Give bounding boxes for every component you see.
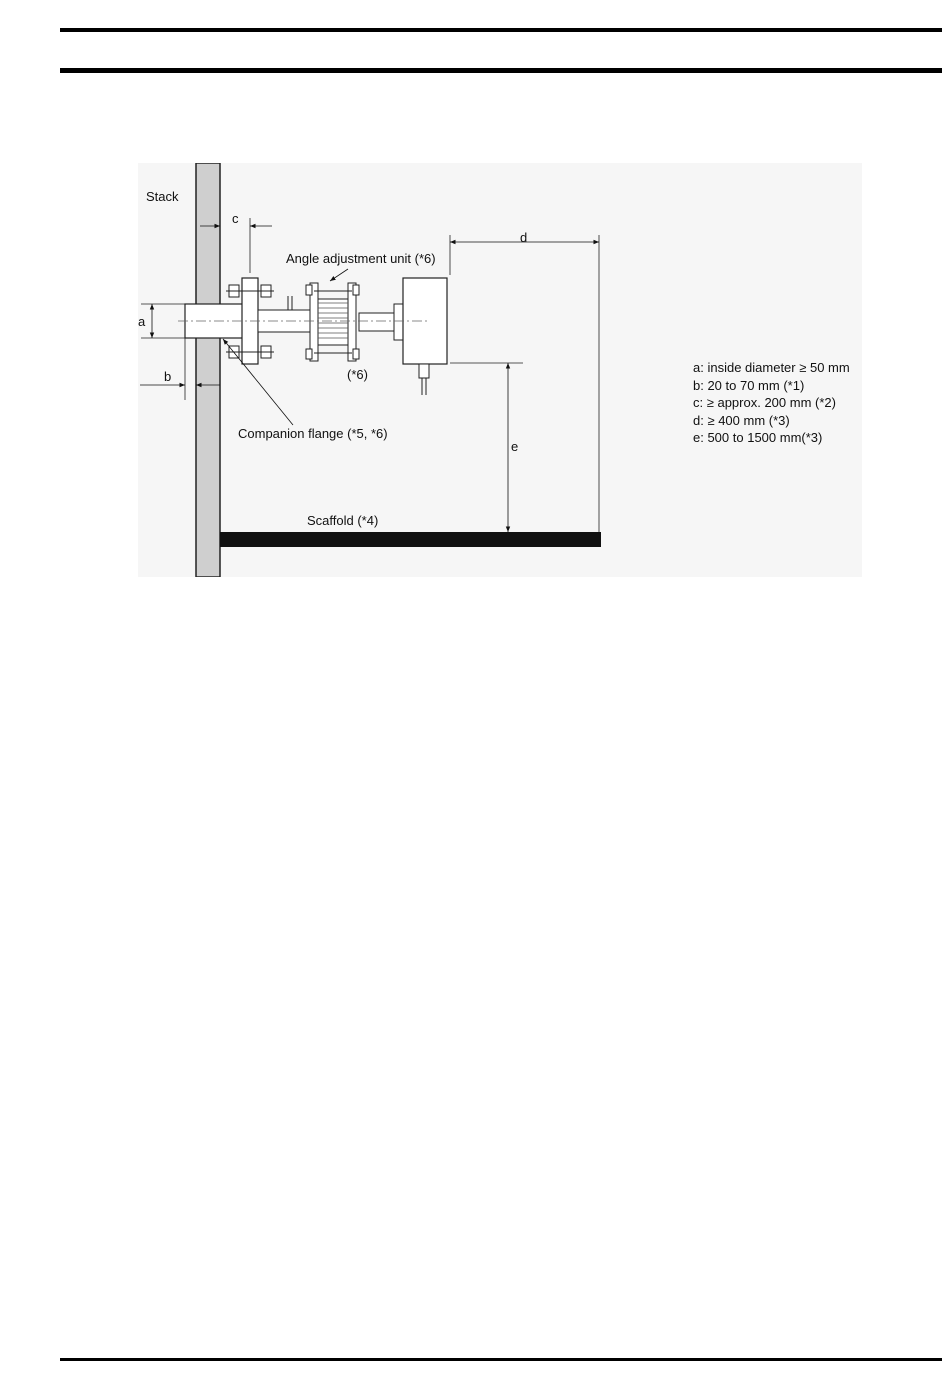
dimension-c-label: c (232, 211, 239, 226)
dimension-d-label: d (520, 230, 528, 245)
installation-diagram (138, 163, 862, 577)
legend-item-a: a: inside diameter ≥ 50 mm (693, 360, 850, 375)
stack-wall (196, 163, 220, 577)
stack-label: Stack (146, 189, 179, 204)
dimension-b-label: b (164, 369, 172, 384)
companion-flange-label: Companion flange (*5, *6) (238, 426, 388, 441)
dimension-e-label: e (511, 439, 519, 454)
angle-unit-label: Angle adjustment unit (*6) (286, 251, 436, 266)
legend-item-d: d: ≥ 400 mm (*3) (693, 412, 790, 428)
note-6-label: (*6) (347, 367, 368, 382)
legend-item-b: b: 20 to 70 mm (*1) (693, 377, 805, 393)
footer-rule (60, 1358, 942, 1361)
legend-item-c: c: ≥ approx. 200 mm (*2) (693, 395, 836, 410)
legend-item-e: e: 500 to 1500 mm(*3) (693, 430, 823, 445)
scaffold-label: Scaffold (*4) (307, 513, 379, 528)
scaffold-bar (220, 532, 601, 547)
dimension-a-label: a (138, 314, 146, 329)
dimension-legend (693, 359, 850, 447)
header-rule-top (60, 28, 942, 32)
probe-pipe (258, 310, 310, 332)
header-rule-bottom (60, 68, 942, 73)
cable-connector (419, 364, 429, 378)
detector-pipe (359, 313, 397, 331)
